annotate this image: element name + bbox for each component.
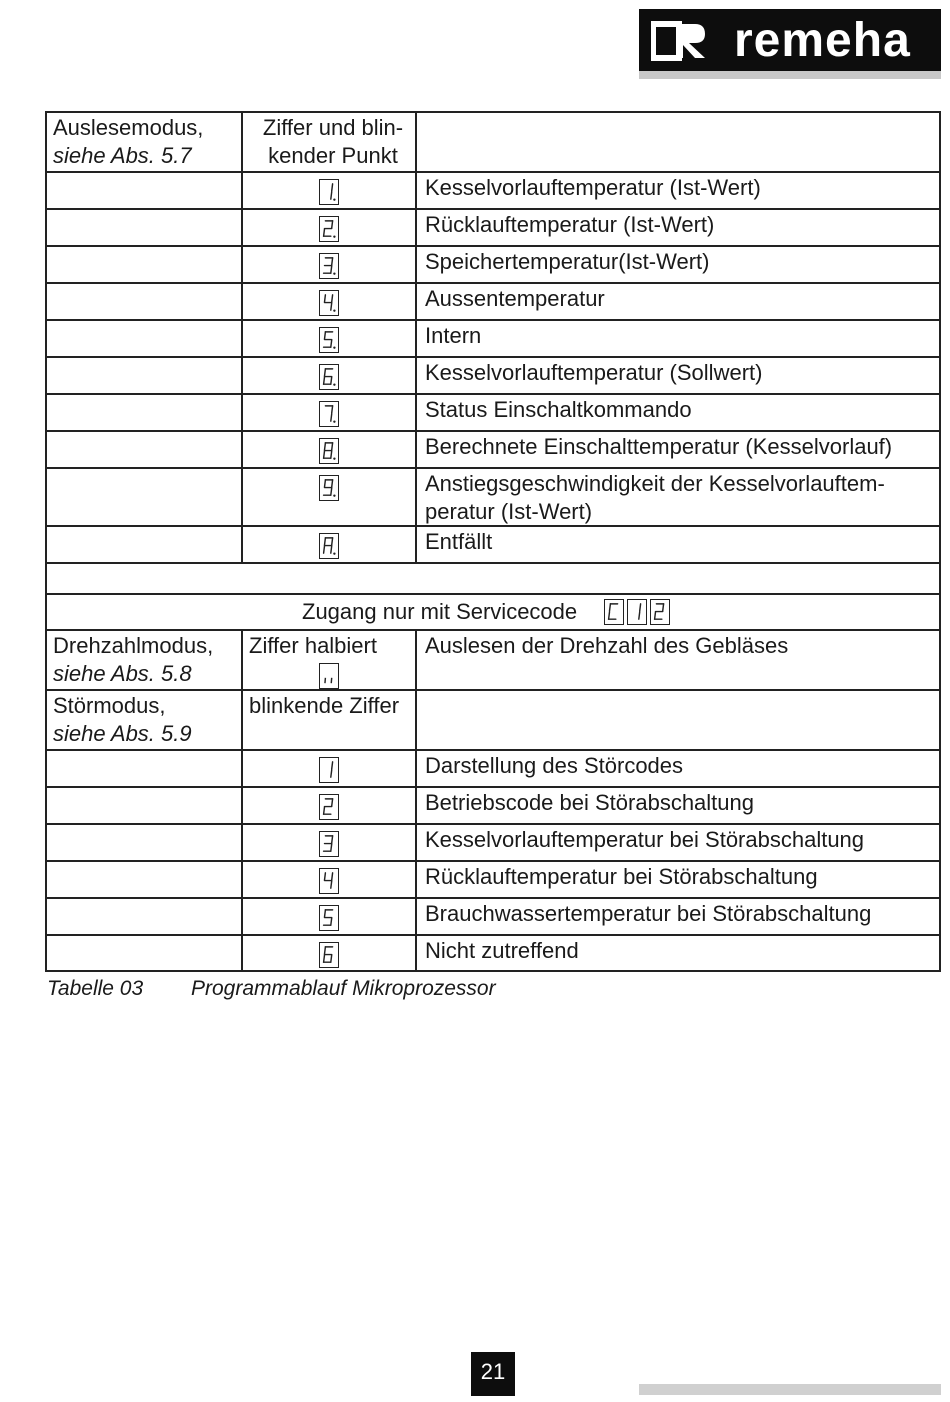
readout-digit-cell [243, 319, 417, 356]
seven-segment-display-icon [319, 831, 339, 857]
column-divider [45, 593, 47, 629]
readout-empty-cell [45, 319, 243, 356]
display-glyph-wrap [319, 829, 339, 857]
display-glyph-wrap [319, 866, 339, 894]
fault-digit-cell [243, 749, 417, 786]
column-divider [415, 111, 417, 562]
seven-segment-display-icon [319, 327, 339, 353]
readout-description-cell [417, 393, 941, 430]
readout-description: Aussentemperatur [425, 286, 605, 311]
speed-mode-cell [45, 629, 243, 689]
readout-description: Speichertemperatur(Ist-Wert) [425, 249, 710, 274]
column-divider [939, 562, 941, 593]
fault-description: Brauchwassertemperatur bei Störabschaltung [425, 901, 872, 926]
fault-description-cell [417, 749, 941, 786]
readout-description: Entfällt [425, 529, 493, 554]
seven-segment-display-icon [319, 438, 339, 464]
seven-segment-display-icon [319, 401, 339, 427]
readout-description: Anstiegsgeschwindigkeit der Kesselvorlauftem- [425, 471, 885, 496]
fault-mode-reference: siehe Abs. 5.9 [53, 721, 192, 746]
readout-description-cell [417, 245, 941, 282]
readout-digit-cell [243, 467, 417, 525]
readout-empty-cell [45, 245, 243, 282]
column-divider [939, 593, 941, 629]
readout-empty-cell [45, 356, 243, 393]
readout-mode-label: Auslesemodus, [53, 115, 204, 140]
seven-segment-display-icon [319, 533, 339, 559]
readout-description-cell [417, 208, 941, 245]
readout-description-cell [417, 356, 941, 393]
readout-empty-cell [45, 171, 243, 208]
readout-description-cell [417, 430, 941, 467]
remeha-logo-mark-icon [651, 21, 707, 61]
speed-description-cell [417, 629, 941, 689]
fault-description: Rücklauftemperatur bei Störabschaltung [425, 864, 818, 889]
speed-mode-reference: siehe Abs. 5.8 [53, 661, 192, 686]
readout-digit-cell [243, 282, 417, 319]
readout-empty-cell [45, 282, 243, 319]
readout-description-cell [417, 319, 941, 356]
seven-segment-display-icon [319, 216, 339, 242]
display-glyph-wrap [319, 288, 339, 316]
digit-header-line1: Ziffer und blin- [262, 115, 404, 140]
column-divider [45, 562, 47, 593]
readout-digit-cell [243, 245, 417, 282]
display-glyph-wrap [319, 325, 339, 353]
fault-description: Nicht zutreffend [425, 938, 579, 963]
fault-description-cell [417, 786, 941, 823]
footer-bar [639, 1384, 941, 1395]
fault-empty-cell [45, 823, 243, 860]
fault-description-cell [417, 823, 941, 860]
seven-segment-display-icon [604, 599, 624, 625]
display-glyph-wrap [319, 531, 339, 559]
fault-mode-cell [45, 689, 243, 749]
display-glyph-wrap [319, 940, 339, 968]
readout-description: Kesselvorlauftemperatur (Ist-Wert) [425, 175, 761, 200]
fault-empty-cell [45, 860, 243, 897]
page-number: 21 [471, 1352, 515, 1396]
fault-empty-cell [45, 934, 243, 970]
fault-digit-label: blinkende Ziffer [249, 693, 400, 718]
fault-description: Darstellung des Störcodes [425, 753, 684, 778]
table-caption-text: Programmablauf Mikroprozessor [191, 977, 496, 1000]
fault-digit-cell [243, 786, 417, 823]
readout-digit-cell [243, 525, 417, 562]
readout-description: Berechnete Einschalttemperatur (Kesselvorlauf) [425, 434, 893, 459]
service-code-row [45, 593, 941, 629]
readout-empty-cell [45, 467, 243, 525]
fault-description-cell [417, 689, 941, 749]
service-code-display [604, 597, 673, 625]
seven-segment-display-icon [319, 364, 339, 390]
display-glyph-wrap [319, 177, 339, 205]
seven-segment-display-icon [319, 290, 339, 316]
readout-empty-cell [45, 208, 243, 245]
readout-empty-cell [45, 430, 243, 467]
display-glyph-wrap [319, 436, 339, 464]
fault-description-cell [417, 897, 941, 934]
readout-digit-header-cell [243, 111, 417, 171]
display-glyph-wrap [319, 755, 339, 783]
readout-description: Status Einschaltkommando [425, 397, 692, 422]
fault-digit-cell [243, 823, 417, 860]
seven-segment-display-icon [319, 905, 339, 931]
seven-segment-display-icon [319, 942, 339, 968]
seven-segment-display-icon [627, 599, 647, 625]
digit-header-line2: kender Punkt [268, 143, 398, 168]
seven-segment-display-icon [650, 599, 670, 625]
readout-empty-cell [45, 393, 243, 430]
speed-digit-label: Ziffer halbiert [249, 633, 377, 658]
readout-description: Kesselvorlauftemperatur (Sollwert) [425, 360, 763, 385]
fault-digit-cell [243, 860, 417, 897]
display-glyph-wrap [319, 903, 339, 931]
column-divider [45, 629, 47, 970]
readout-digit-cell [243, 208, 417, 245]
readout-description: Rücklauftemperatur (Ist-Wert) [425, 212, 715, 237]
seven-segment-display-icon [319, 868, 339, 894]
display-glyph-wrap [319, 473, 339, 501]
readout-description-cell [417, 525, 941, 562]
fault-description: Betriebscode bei Störabschaltung [425, 790, 754, 815]
column-divider [241, 629, 243, 970]
column-divider [939, 629, 941, 970]
display-glyph-wrap [319, 362, 339, 390]
fault-empty-cell [45, 786, 243, 823]
fault-description-cell [417, 860, 941, 897]
fault-mode-label: Störmodus, [53, 693, 166, 718]
seven-segment-display-icon [319, 757, 339, 783]
fault-empty-cell [45, 897, 243, 934]
row-divider [45, 111, 941, 113]
seven-segment-display-icon [319, 794, 339, 820]
readout-digit-cell [243, 393, 417, 430]
speed-mode-label: Drehzahlmodus, [53, 633, 214, 658]
fault-description-cell [417, 934, 941, 970]
readout-description-cont: peratur (Ist-Wert) [425, 499, 593, 524]
readout-mode-cell [45, 111, 243, 171]
speed-digit-cell [243, 629, 417, 689]
readout-mode-reference: siehe Abs. 5.7 [53, 143, 192, 168]
readout-empty-cell [45, 525, 243, 562]
display-glyph-wrap [319, 214, 339, 242]
readout-digit-cell [243, 430, 417, 467]
readout-description-cell [417, 467, 941, 525]
row-divider [45, 970, 941, 972]
fault-description: Kesselvorlauftemperatur bei Störabschaltung [425, 827, 865, 852]
remeha-logo [639, 9, 941, 79]
column-divider [415, 629, 417, 970]
fault-digit-cell [243, 689, 417, 749]
column-divider [241, 111, 243, 562]
display-glyph-wrap [319, 251, 339, 279]
fault-digit-cell [243, 934, 417, 970]
seven-segment-display-icon [319, 253, 339, 279]
readout-description: Intern [425, 323, 482, 348]
table-caption-label: Tabelle 03 [47, 977, 144, 1000]
column-divider [939, 111, 941, 562]
row-divider [45, 562, 941, 564]
display-glyph-wrap [319, 399, 339, 427]
seven-segment-display-icon [319, 475, 339, 501]
service-code-text: Zugang nur mit Servicecode [302, 599, 578, 624]
brand-name: remeha [734, 14, 911, 67]
speed-description: Auslesen der Drehzahl des Gebläses [425, 633, 789, 658]
readout-description-cell [417, 282, 941, 319]
readout-description-cell [417, 171, 941, 208]
readout-digit-cell [243, 171, 417, 208]
fault-digit-cell [243, 897, 417, 934]
display-glyph-wrap [319, 792, 339, 820]
readout-digit-cell [243, 356, 417, 393]
display-glyph-wrap [319, 661, 339, 689]
fault-empty-cell [45, 749, 243, 786]
half-digit-display-icon [319, 663, 339, 689]
seven-segment-display-icon [319, 179, 339, 205]
column-divider [45, 111, 47, 562]
